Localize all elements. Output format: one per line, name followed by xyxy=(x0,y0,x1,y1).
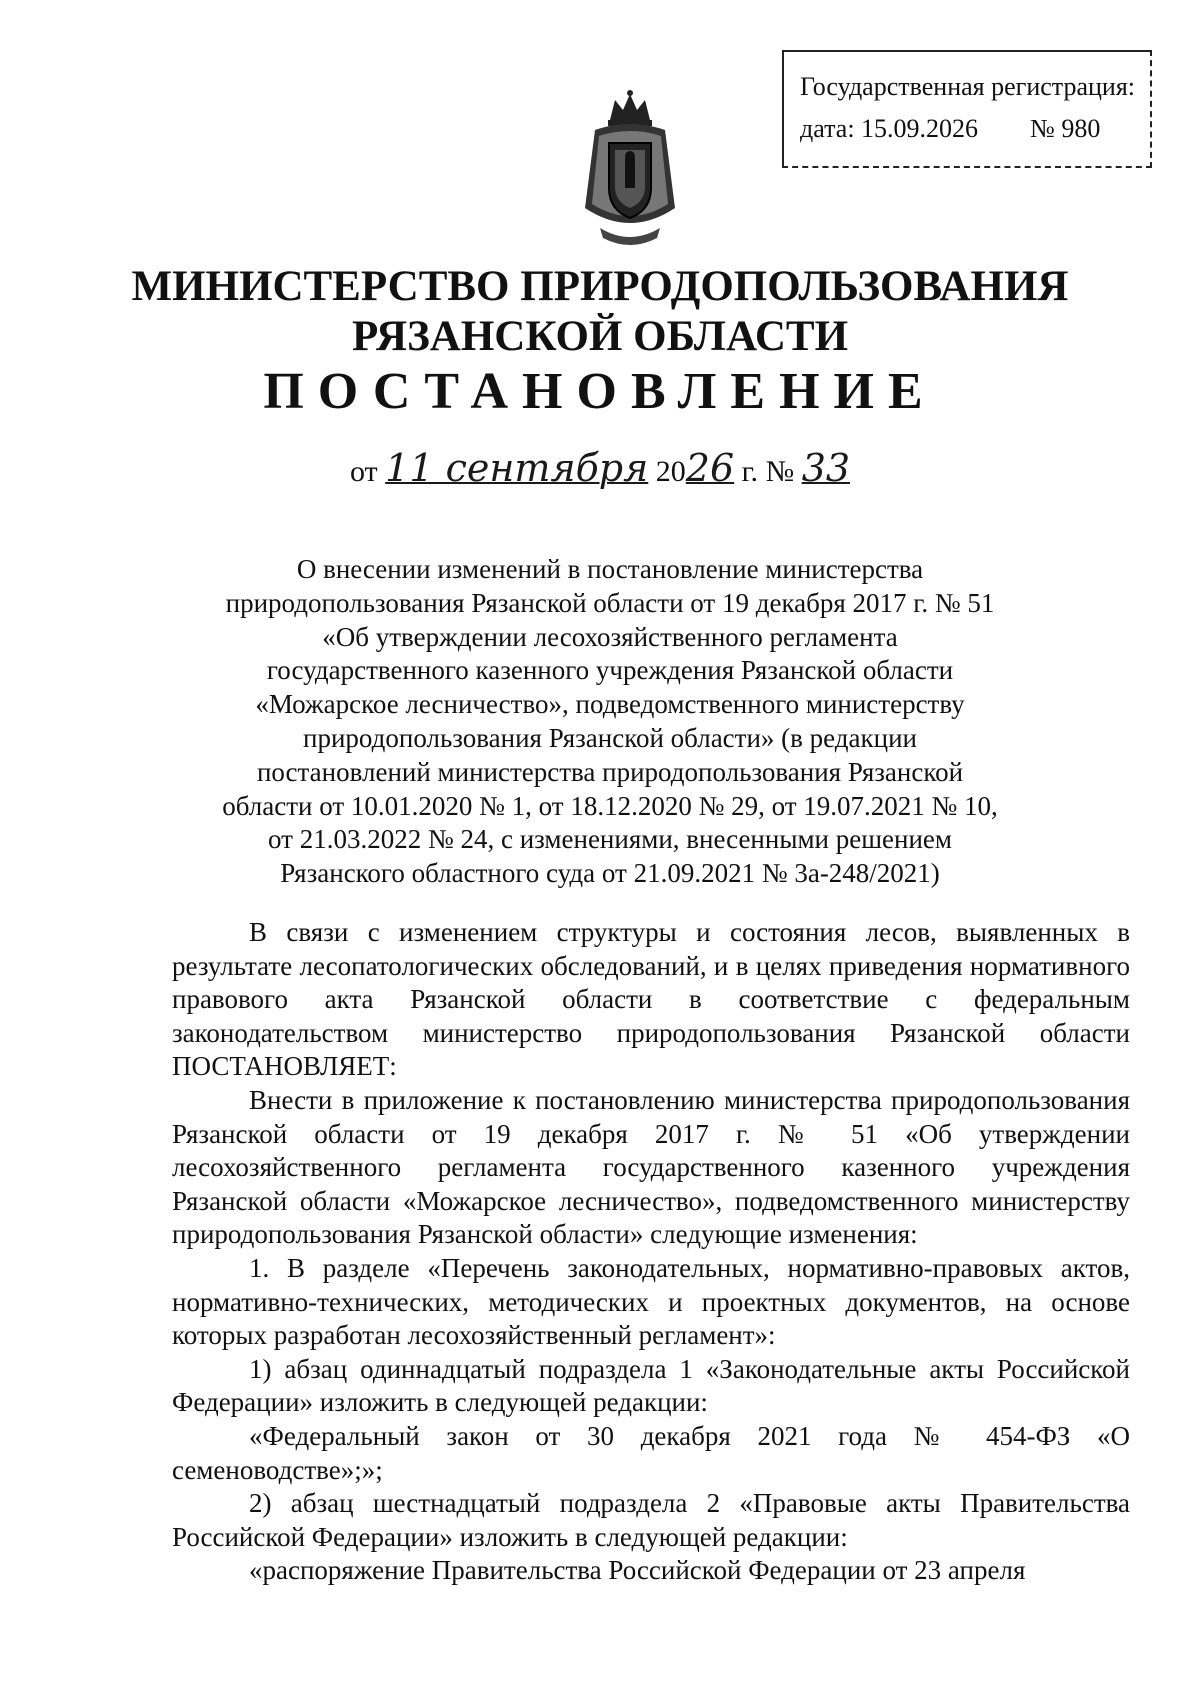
handwritten-day-month: 11 сентября xyxy=(385,446,649,490)
number-prefix: № xyxy=(765,455,795,488)
registration-number: № 980 xyxy=(1030,113,1101,143)
handwritten-decree-number: 33 xyxy=(801,446,851,490)
registration-date: дата: 15.09.2026 xyxy=(800,113,979,143)
decree-subject: О внесении изменений в постановление министерства природопользования Рязанской области от 19 декабря 2017 г. № 51 «Об утверждении лесохозяйственного регламента государственного казенного учреждения Рязанской области «Можарское лесничество», подведомственного министерству природопользования Рязанской области» (в редакции постановлений министерства природопользования Рязанской области от 10.01.2020 № 1, от 18.12.2020 № 29, от 19.07.2021 № 10, от 21.03.2022 № 24, с изменениями, внесенными решением Рязанского областного суда от 21.09.2021 № 3а-248/2021) xyxy=(222,554,998,889)
year-mark: г. xyxy=(741,455,759,488)
decree-body xyxy=(172,916,1130,1588)
coat-of-arms-icon xyxy=(575,88,685,248)
body-paragraph-2: Внести в приложение к постановлению министерства природопользования Рязанской области от 19 декабря 2017 г. № 51 «Об утверждении лесохозяйственного регламента государственного казенного учреждения Рязанской области «Можарское лесничество», подведомственного министерству природопользования Рязанской области» следующие изменения: xyxy=(172,1084,1130,1250)
body-paragraph-3: 1. В разделе «Перечень законодательных, нормативно-правовых актов, нормативно-технических, методических и проектных документов, на основе которых разработан лесохозяйственный регламент»: xyxy=(172,1252,1130,1351)
ministry-name xyxy=(0,262,1200,362)
registration-stamp xyxy=(782,50,1152,168)
body-paragraph-1: В связи с изменением структуры и состояния лесов, выявленных в результате лесопатологических обследований, и в целях приведения нормативного правового акта Рязанской области в соответствие с федеральным законодательством министерство природопользования Рязанской области ПОСТАНОВЛЯЕТ: xyxy=(172,917,1130,1082)
decree-date-line xyxy=(0,446,1200,490)
registration-label: Государственная регистрация: xyxy=(800,72,1136,101)
body-paragraph-4: 1) абзац одиннадцатый подраздела 1 «Законодательные акты Российской Федерации» изложить в следующей редакции: xyxy=(172,1353,1130,1418)
date-prefix: от xyxy=(349,455,378,488)
year-prefix: 20 xyxy=(655,455,686,488)
registration-details xyxy=(800,108,1150,150)
handwritten-year-suffix: 26 xyxy=(685,446,735,490)
ministry-name-line1: МИНИСТЕРСТВО ПРИРОДОПОЛЬЗОВАНИЯ xyxy=(131,263,1069,310)
body-paragraph-6: 2) абзац шестнадцатый подраздела 2 «Правовые акты Правительства Российской Федерации» изложить в следующей редакции: xyxy=(172,1488,1130,1552)
ministry-name-line2: РЯЗАНСКОЙ ОБЛАСТИ xyxy=(351,313,849,360)
body-paragraph-5: «Федеральный закон от 30 декабря 2021 года № 454-ФЗ «О семеноводстве»;»; xyxy=(172,1420,1130,1485)
document-type-title: ПОСТАНОВЛЕНИЕ xyxy=(263,363,937,420)
body-paragraph-7: «распоряжение Правительства Российской Федерации от 23 апреля xyxy=(249,1555,1026,1586)
